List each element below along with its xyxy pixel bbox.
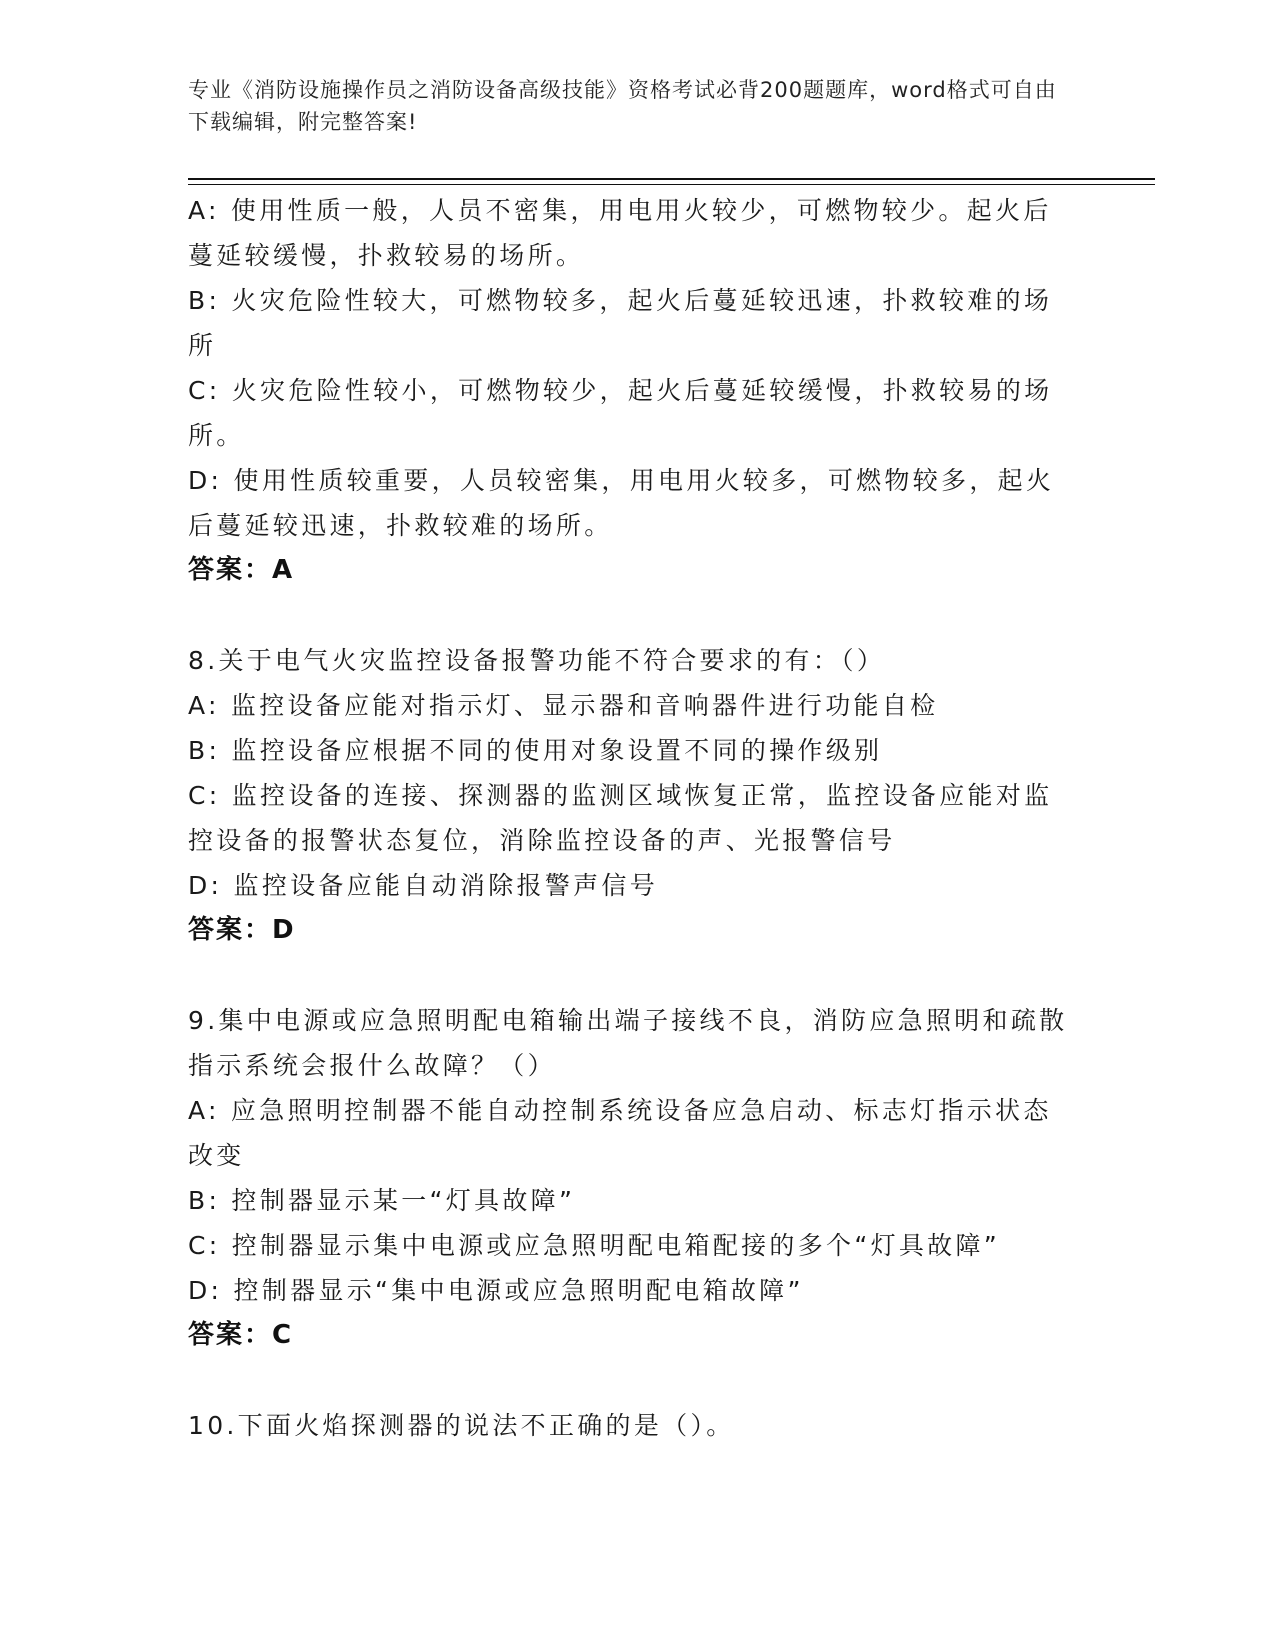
answer: 答案：C	[188, 1320, 294, 1350]
option-c: C: 火灾危险性较小，可燃物较少，起火后蔓延较缓慢，扑救较易的场所。	[188, 376, 1053, 450]
question-block	[188, 1403, 1078, 1448]
option-a: A: 使用性质一般，人员不密集，用电用火较少，可燃物较少。起火后蔓延较缓慢，扑救较易的场所。	[188, 196, 1052, 270]
answer: 答案：D	[188, 915, 296, 945]
question-block	[188, 638, 1078, 953]
option-d: D: 控制器显示“集中电源或应急照明配电箱故障”	[188, 1276, 804, 1305]
option-c: C: 监控设备的连接、探测器的监测区域恢复正常，监控设备应能对监控设备的报警状态复位，消除监控设备的声、光报警信号	[188, 781, 1053, 855]
option-a: A: 监控设备应能对指示灯、显示器和音响器件进行功能自检	[188, 691, 939, 720]
spacer	[188, 593, 1078, 638]
option-b: B: 控制器显示某一“灯具故障”	[188, 1186, 576, 1215]
option-b: B: 火灾危险性较大，可燃物较多，起火后蔓延较迅速，扑救较难的场所	[188, 286, 1053, 360]
question-text: 8.关于电气火灾监控设备报警功能不符合要求的有：（）	[188, 646, 886, 675]
spacer	[188, 953, 1078, 998]
question-text: 9.集中电源或应急照明配电箱输出端子接线不良，消防应急照明和疏散指示系统会报什么故障？（）	[188, 1006, 1068, 1080]
spacer	[188, 1358, 1078, 1403]
option-c: C: 控制器显示集中电源或应急照明配电箱配接的多个“灯具故障”	[188, 1231, 1001, 1260]
header-rule-thick	[188, 178, 1155, 180]
answer: 答案：A	[188, 555, 295, 585]
option-d: D: 使用性质较重要，人员较密集，用电用火较多，可燃物较多，起火后蔓延较迅速，扑救较难的场所。	[188, 466, 1055, 540]
question-content	[188, 188, 1078, 1448]
question-block	[188, 998, 1078, 1358]
option-b: B: 监控设备应根据不同的使用对象设置不同的操作级别	[188, 736, 883, 765]
option-d: D: 监控设备应能自动消除报警声信号	[188, 871, 659, 900]
document-header: 专业《消防设施操作员之消防设备高级技能》资格考试必背200题题库，word格式可自由下载编辑，附完整答案!	[188, 78, 1057, 134]
option-a: A: 应急照明控制器不能自动控制系统设备应急启动、标志灯指示状态改变	[188, 1096, 1052, 1170]
question-text: 10.下面火焰探测器的说法不正确的是（）。	[188, 1411, 735, 1440]
header-rule-thin	[188, 184, 1155, 185]
question-block	[188, 188, 1078, 593]
